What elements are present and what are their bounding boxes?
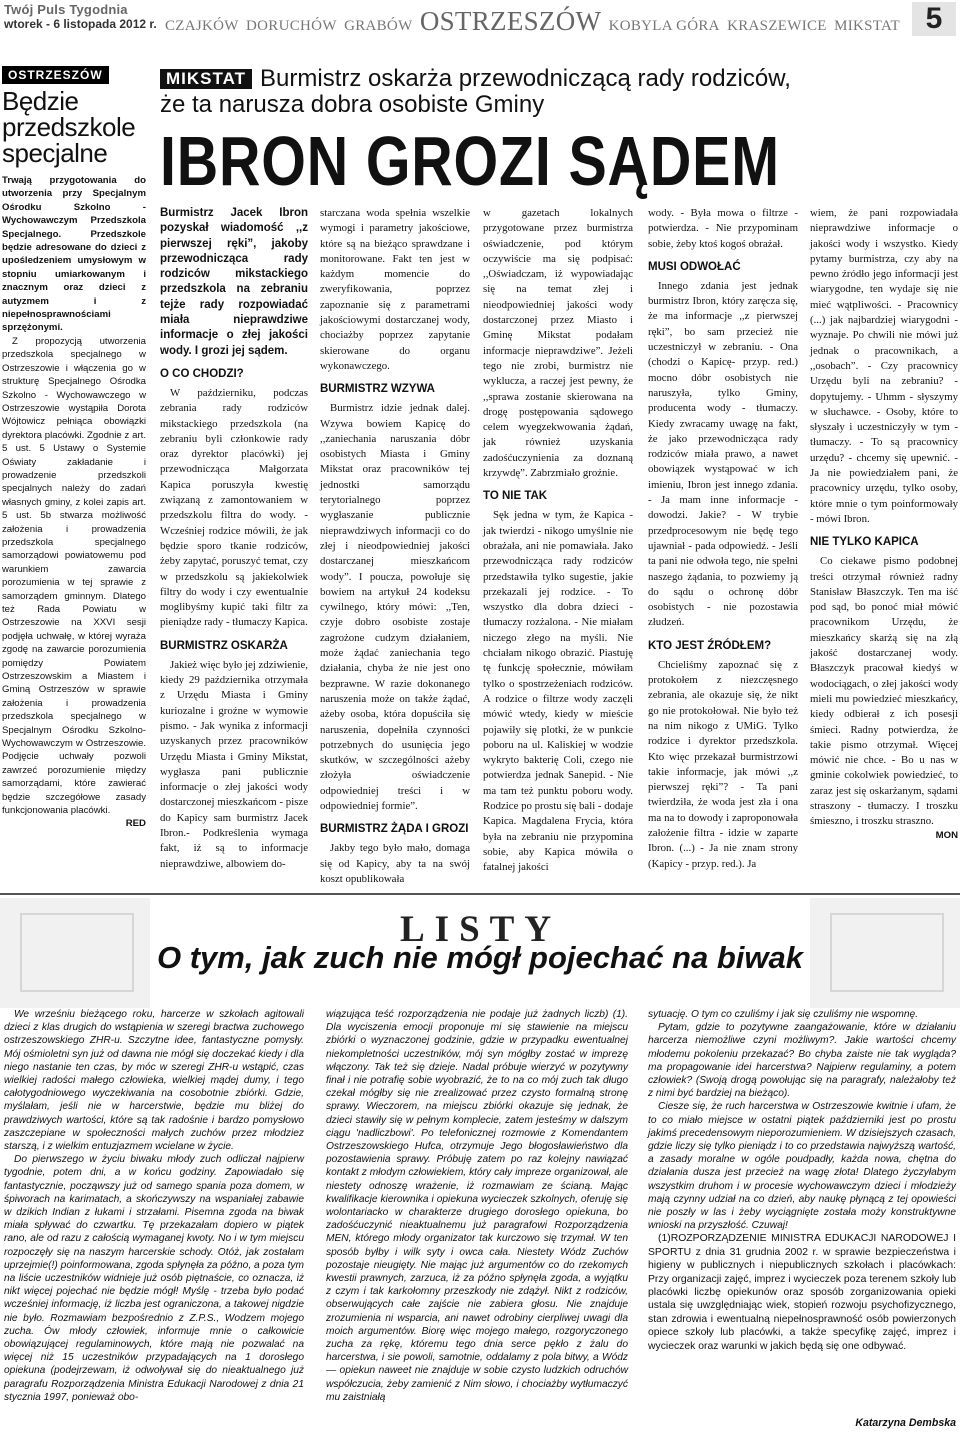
kicker-line-2: że ta narusza dobra osobiste Gminy (160, 91, 545, 118)
town-name-highlight: OSTRZESZÓW (419, 6, 602, 36)
paragraph: Burmistrz idzie jednak dalej. Wzywa bowiem Kapicę do ,,zaniechania naruszania dóbr osobistych Miasta i Gminy Mikstat oraz pracowników tej jednostki samorządu terytorialnego poprzez wygłaszanie publicznie nieprawdziwych informacji co do złej i nieodpowiedniej jakości dostarczanej mieszkańcom wody”. I poucza, powołuje się bowiem na artykuł 24 kodeksu cywilnego, który mówi: ,,Ten, czyje dobro osobiste zostaje zagrożone cudzym działaniem, może żądać zaniechania tego działania, chyba że nie jest ono bezprawne. W razie dokonanego naruszenia może on także żądać, ażeby osoba, która dopuściła się naruszenia, dopełniła czynności potrzebnych do usunięcia jego skutków, w szczególności ażeby złożyła oświadczenie odpowiedniej treści i w odpowiedniej formie”. (320, 402, 470, 812)
subheading: NIE TYLKO KAPICA (810, 536, 919, 549)
paragraph: starczana woda spełnia wszelkie wymogi i parametry jakościowe, które są na bieżąco sprawdzane i monitorowane. Fakt ten jest w każdym momencie do zweryfikowania, poprzez zapoznanie się z parametrami jakościowymi dostarczanej wody, chociażby poprzez zapytanie skierowane do organu wykonawczego. (320, 207, 470, 372)
article-lead: Burmistrz Jacek Ibron pozyskał wiadomość ,,z pierwszej ręki”, jakoby przewodnicząca rady rodziców mikstackiego przedszkola na zebraniu tejże rady rozpowiadać miała nieprawdziwe informacje o złej jakości wody. I grozi jej sądem. (160, 207, 308, 357)
paragraph: w gazetach lokalnych przygotowane przez burmistrza oświadczenie, pod którym oczywiście ma się podpisać: ,,Oświadczam, iż wypowiadając się na temat złej i nieodpowiedniej jakości wody dostarczonej przez Miasto i Gminę Mikstat podałam informacje nieprawdziwe”. Jeżeli tego nie zrobi, burmistrz nie wyklucza, a raczej jest pewny, że ,,sprawa zostanie skierowana na drogę postępowania sądowego celem wyegzekwowania żądań, jak również uzyskania zadośćuczynienia za doznaną krzywdę”. Zabrzmiało groźnie. (483, 207, 633, 480)
subheading: BURMISTRZ ŻĄDA I GROZI (320, 823, 469, 836)
town-name: GRABÓW (344, 18, 413, 34)
article-lead: Trwają przygotowania do utworzenia przy Specjalnym Ośrodku Szkolno - Wychowawczym Przedszkola Specjalnego. Przedszkole będzie adresowane do dzieci z upośledzeniem umysłowym w stopniu umiarkowanym i znacznym oraz dzieci z autyzmem i z niepełnosprawnościami sprzężonymi. (2, 175, 146, 334)
article-title (2, 88, 146, 166)
town-name: DORUCHÓW (246, 18, 337, 34)
paragraph: Co ciekawe pismo podobnej treści otrzymał również radny Stanisław Błaszczyk. Ten ma iść pod sąd, bo ponoć miał mówić pracownikom Urzędu, że mieszkańcy skarżą się na złą jakość dostarczanej wody. Błaszczyk pracował kiedyś w wodociągach, o złej jakości wody mieli mu powiedzieć mieszkańcy, kiedy odbierał z ich posesji śmieci. Radny potwierdza, że takie pismo otrzymał. Więcej mówić nie chce. - Bo u nas w gminie cokolwiek powiedzieć, to zaraz jest się oskarżanym, sądami straszony - tłumaczy. I troszku śmieszno, i troszku straszno. (810, 555, 958, 828)
paragraph: Do pierwszego w życiu biwaku młody zuch odliczał najpierw tygodnie, potem dni, a w końcu godziny. Zapowiadało się fantastycznie, począwszy już od samego spania poza domem, w śpiworach na karimatach, a skończywszy na wspaniałej zabawie w dzikich Indian z łukami i strzałami. Pisemna zgoda na biwak miała spływać do czwartku. Tę przekazałam dopiero w piątek rano, ale od razu z całością wymaganej kwoty. No i w tym miejscu rozpoczęły się na naszym harcerskie schody. Otóż, jak zostałam uprzejmie(!) poinformowana, zgoda spłynęła za późno, a poza tym na liście uczestników widnieje już osób piętnaście, co oznacza, iż nikt więcej pojechać nie będzie mógł! Myślę - trzeba było podać wcześniej informację, iż liczba jest ograniczona, a takowej nigdzie nie było. Rozmawiam bezpośrednio z Z.P.S., Wodzem mojego zucha. Ów młody człowiek, informuje mnie o całkowicie obowiązującej regulaminowych, które mają nie pozwalać na więcej niż 15 uczestników przypadających na 1 dorosłego opiekuna (podejrzewam, iż odwoływał się do nieaktualnego już paragrafu Rozporządzenia Ministra Edukacji Narodowej z dnia 21 stycznia 1997, ponieważ obo- (4, 1154, 304, 1403)
rubric-label: OSTRZESZÓW (2, 66, 109, 84)
subheading: TO NIE TAK (483, 490, 548, 503)
main-article-header (160, 66, 960, 198)
subheading: BURMISTRZ WZYWA (320, 383, 435, 396)
left-article (2, 66, 146, 829)
paragraph: W październiku, podczas zebrania rady rodziców mikstackiego przedszkola (na zebraniu byli członkowie rady oraz dyrektor placówki) jej przewodnicząca Małgorzata Kapica poruszyła kwestię związaną z zamontowaniem w przedszkolu filtra do wody. - Wcześniej rodzice mówili, że jak będzie sporo tkanie rodziców, żeby zapytać, poruszyć temat, czy w przedszkolu są jakiekolwiek filtry do wody i czy ewentualnie moglibyśmy kupić taki filtr za pieniądze rady - tłumaczy Kapica. (160, 386, 308, 629)
paper-name: Twój Puls Tygodnia (4, 2, 128, 17)
paragraph: wody. - Była mowa o filtrze - potwierdza. - Nie przypominam sobie, żeby ktoś kogoś obrażał. (648, 207, 798, 250)
letter-column-3 (648, 1008, 956, 1353)
town-name: KOBYLA GÓRA (608, 18, 720, 34)
subheading: O CO CHODZI? (160, 367, 244, 380)
article-title: IBRON GROZI SĄDEM (160, 122, 780, 200)
paragraph: We wrześniu bieżącego roku, harcerze w szkołach agitowali dzieci z klas drugich do wstąpienia w szeregi bractwa zuchowego ostrzeszowskiego ZHR-u. Szczytne idee, fantastyczne pomysły. Mój ośmioletni syn już od dawna nie mógł się doczekać kiedy i dla niego nastanie ten czas, by móc w szeregi ZHR-u wstąpić, czas wielkiej radości małego człowieka, wielkiej mądej dumy, i tego całotygodniowego wyczekiwania na cosobotnie zbiórki. Gdzie, myślałam, jeśli nie w harcerstwie, będzie mu bliżej do prawdziwych wartości, które są tak radośnie i bardzo pomysłowo zaszczepiane w społeczności małych zuchów przez młodziez starszą, i z wielkim entuzjazmem wcielane w życie. (4, 1009, 304, 1153)
town-name: KRASZEWICE (727, 18, 827, 34)
subheading: KTO JEST ŹRÓDŁEM? (648, 639, 772, 652)
paragraph: Pytam, gdzie to pozytywne zaangażowanie, które w działaniu harcerza niemożliwe czyni możliwym?. Jakie wartości chcemy młodemu pokoleniu przekazać? Bo chyba zaiste nie tak wygląda? ma propagowanie idei harcerstwa? Najpierw regulaminy, a potem człowiek? (Swoją drogą powołując się na paragrafy, należałoby też z nimi być bardziej na bieżąco). (648, 1022, 956, 1100)
section-divider (0, 893, 960, 895)
paragraph: Innego zdania jest jednak burmistrz Ibron, który zaręcza się, że ma informacje ,,z pierwszej ręki”, bo sam przecież nie uczestniczył w zebraniu. - Ona (chodzi o Kapicę- przyp. red.) mocno dóbr osobistych nie naruszyła, tylko Gminy, producenta wody - tłumaczy. Kiedy zwracamy uwagę na fakt, że jako przewodnicząca rady rodziców miała prawo, a nawet obowiązek wystąpować w ich imieniu, Ibron jest innego zdania. - Ja mam inne informacje - dowodzi. Jakie? - W trybie przedprocesowym nie będę tego ujawniał - pada odpowiedź. - Jeśli ta pani nie odwoła tego, nie spełni naszego żądania, to pozwiemy ją do sądu o ochronę dóbr osobistych - nie pozostawia złudzeń. (648, 279, 798, 629)
article-signature: RED (125, 817, 146, 829)
kicker-line-1: Burmistrz oskarża przewodniczącą rady rodziców, (260, 65, 791, 92)
article-column-2 (320, 206, 470, 887)
paragraph: Ciesze się, że ruch harcerstwa w Ostrzeszowie kwitnie i ufam, że to co miało miejsce w ostatni piątek październiki jest po prostu jakimś precedensowym nieporozumieniem. W dzisiejszych czasach, gdzie liczy się tylko pieniądz i to co przedstawia najwyższą wartość, a zasady moralne w ogóle poudpadły, każda nowa, chętna do działania dusza jest przecież na wagę złota! Dlatego życzyłabym wszystkim druhom i w procesie wychowawczym dzieci i młodzieży mają czynny udział na co dzień, aby naukę płynącą z tej opowieści nie poszły w las i żeby wyciągnięte została moży konstruktywne wnioski na przyszłość. Czuwaj! (648, 1101, 956, 1232)
article-column-4 (648, 206, 798, 872)
letter-column-1 (4, 1008, 304, 1404)
page-number: 5 (912, 2, 956, 36)
kicker (160, 66, 960, 92)
article-column-1 (160, 206, 308, 872)
article-column-3 (483, 206, 633, 875)
rubric-label: MIKSTAT (160, 69, 252, 89)
letter-author: Katarzyna Dembska (855, 1417, 956, 1429)
article-body: Z propozycją utworzenia przedszkola specjalnego w Ostrzeszowie i włączenia go w strukturę Specjalnego Ośrodka Szkolno - Wychowawczego w Ostrzeszowie wystąpiła Dorota Wójtowicz pełniąca obowiązki dyrektora placówki. Zgodnie z art. 5 ust. 5 Ustawy o Systemie Oświaty zakładanie i prowadzenie przedszkoli specjalnych należy do zadań własnych gminy, z kolei zapis art. 5 ust. 5b stwarza możliwość założenia i prowadzenia przedszkola specjalnego samorządowi powiatowemu pod warunkiem zawarcia porozumienia w tej sprawie z samorządem gminnym. Dlatego też Rada Powiatu w Ostrzeszowie na XXVI sesji podjęła uchwałę, w której wyraża zgodę na zawarcie porozumienia pomiędzy Powiatem Ostrzeszowskim a Miastem i Gminą Ostrzeszów w sprawie założenia i prowadzenia przedszkola specjalnego w Specjalnym Ośrodku Szkolno-Wychowawczym w Ostrzeszowie. Podjęcie uchwały pozwoli zawrzeć porozumienie między samorządami, które zawierać będzie szczegółowe zasady funkcjonowania placówki. (2, 335, 146, 817)
title-line: specjalne (2, 138, 108, 168)
subheading: BURMISTRZ OSKARŻA (160, 639, 288, 652)
paragraph: Chcieliśmy zapoznać się z protokołem z niezczęsnego zebrania, ale okazuje się, że nikt go nie protokołował. Nie było też na nim nikogo z UMiG. Tylko rodzice i dyrektor przedszkola. Kto więc przekazał burmistrzowi takie informacje, jak mówi ,,z pierwszej ręki”? - Ta pani twierdziła, że woda jest zła i ona ma na to dowody i zaproponowała założenie filtra - idzie w zaparte Ibron. (...) - Ja nie znam strony (Kapicy - przyp. red.). Ja (648, 658, 798, 870)
paragraph: Jakież więc było jej zdziwienie, kiedy 29 października otrzymała z Urzędu Miasta i Gminy kuriozalne i groźne w wymowie pismo. - Jak wynika z informacji uzyskanych przez pracowników Urzędu Miasta i Gminy Mikstat, wygłasza pani publicznie informacje o złej jakości wody dostarczonej mieszkańcom - pisze do Kapicy sam burmistrz Jacek Ibron.- Podkreślenia wymaga fakt, iż są to informacje nieprawdziwe, albowiem do- (160, 658, 308, 870)
paragraph: Sęk jedna w tym, że Kapica - jak twierdzi - nikogo umyślnie nie obrażała, ani nie pomawiała. Jako przewodnicząca rady rodziców przedstawiła tylko sugestie, jakie przekazali jej rodzice. - To wszystko dla dobra dzieci - tłumaczy rozżalona. - Nie miałam niczego złego na myśli. Nie chciałam nikogo obrazić. Piastuję tę funkcję społecznie, mówiłam tylko o spostrzeżeniach rodziców. A rodzice o filtrze wody zaczęli mówić wtedy, kiedy w mieście pojawiły się plotki, że w punkcie poboru na ul. Kaliskiej w wodzie wykryto bakterię Coli, czego nie potwierdza jednak Sanepid. - Nie ma tam też punktu poboru wody. Rodzice po prostu się bali - dodaje Kapica. Magdalena Frycia, która była na zebraniu nie przypomina sobie, aby Kapica mówiła o fatalnej jakości (483, 509, 633, 874)
issue-date: wtorek - 6 listopada 2012 r. (4, 17, 157, 31)
footnote: (1)ROZPORZĄDZENIE MINISTRA EDUKACJI NARODOWEJ I SPORTU z dnia 31 grudnia 2002 r. w sprawie bezpieczeństwa i higieny w publicznych i niepublicznych szkołach i placówkach: Przy organizacji zajęć, imprez i wycieczek poza terenem szkoły lub placówki liczbę opiekunów oraz sposób zorganizowania opieki ustala się uwzględniając wiek, stopień rozwoju psychofizycznego, stan zdrowia i ewentualną niepełnosprawność osób powierzonych opiece szkoły lub placówki, a także specyfikę zajęć, imprez i wycieczek oraz warunki w jakich będą się one odbywać. (648, 1233, 956, 1352)
page-header (0, 0, 960, 40)
title-line: Będzie (2, 86, 79, 116)
section-title: LISTY (400, 909, 562, 950)
town-name: CZAJKÓW (165, 18, 239, 34)
paragraph: wiązująca teść rozporządzenia nie podaje już żadnych liczb) (1). Dla wyciszenia emocji proponuje mi się stawienie na miejscu zbiórki o wyznaczonej godzinie, gdzie w przypadku ewentualnej niekompletności uczestników, mój syn mógłby zostać w imprezę włączony. Tak też się dzieje. Nadal próbuje wierzyć w pozytywny finał i nie potrafię sobie wyobrazić, że to na co mój zuch tak długo czekał mógłby się nie zrealizować przez czysto formalną stronę sprawy. Wieczorem, na miejscu zbiórki okazuje się jednak, że dzieci stawiły się w pełnym komplecie, zatem jesteśmy w dalszym ciągu 'nadliczbowi'. Po telefonicznej rozmowie z Komendantem Ostrzeszowskiego Hufca, otrzymuje Jego błogosławieństwo dla pozostawienia sprawy. Próbuję zatem po raz kolejny nawiązać kontakt z młodym człowiekiem, który cały impreze organizował, ale niestety odnoszę wrażenie, iż rozmawiam ze ścianą. Mając kwalifikacje kierownika i opiekuna wycieczek szkolnych, oferuję się wolontariacko w charakterze drugiego dorosłego opiekuna, bo zadośćuczynić nieaktualnemu już paragrafowi Rozporządzenia MEN, którego młody organizator tak kurczowo się trzymał. W ten sposób byłby i wilk syty i owca cała. Niestety Wódz Zuchów pozostaje nieugięty. Nie mając już argumentów co do rzekomych kwestii prawnych, zarzuca, iż za późno spłynęła zgoda, a wyjątku z czym i tak karkołomny przeszkody nie zdążył. Nikt z rodziców, obserwujących całe zajście nie zabiera głosu. Nie znajduje zrozumienia ni wsparcia, ani nawet odrobiny cierpliwej uwagi dla moich argumentów. Biorę więc mojego małego, rozgoryczonego zucha za rękę, któremu tego dnia serce pękło z żalu do harcerstwa, i sie powoli, samotnie, oddalamy z pola bitwy, a Wódz — opiekun naweet nie znajduje w sobie czysto ludzkich odruchów współczucia, żeby zamienić z Nim słowo, i chociażby wytłumaczyć mu zaistniałą (326, 1009, 628, 1403)
letter-headline: O tym, jak zuch nie mógł pojechać na biwak (156, 940, 803, 975)
article-column-5 (810, 206, 958, 841)
town-list (165, 6, 900, 37)
paragraph: Jakby tego było mało, domaga się od Kapicy, aby ta na swój koszt opublikowała (320, 842, 470, 885)
subheading: MUSI ODWOŁAĆ (648, 260, 741, 273)
paragraph: wiem, że pani rozpowiadała nieprawdziwe informacje o jakości wody i wszystko. Kiedy pytamy burmistrza, czy aby na pewno źródło jego informacji jest wiarygodne, ten wydaje się nie mieć wątpliwości. - Pracownicy (...) jak najbardziej wiarygodni - wyznaje. Po chwili nie mówi już jednak o pracownikach, a ,,osobach”. - Czy pracownicy Urzędu byli na zebraniu? - dopytujemy. - Uhmm - słyszymy w słuchawce. - Osoby, które to słyszały i uczestniczyły w tym - tłumaczy. - To są pracownicy urzędu? - chcemy się upewnić. - Ja nie powiedziałem pani, że pracownicy urzędu, tylko osoby, które mnie o tym poinformowały - mówi Ibron. (810, 207, 958, 525)
letter-column-2 (326, 1008, 628, 1404)
paragraph: sytuację. O tym co czuliśmy i jak się czuliśmy nie wspomnę. (648, 1009, 919, 1020)
town-name: MIKSTAT (834, 18, 900, 34)
title-line: przedszkole (2, 112, 136, 142)
article-signature: MON (935, 829, 958, 841)
